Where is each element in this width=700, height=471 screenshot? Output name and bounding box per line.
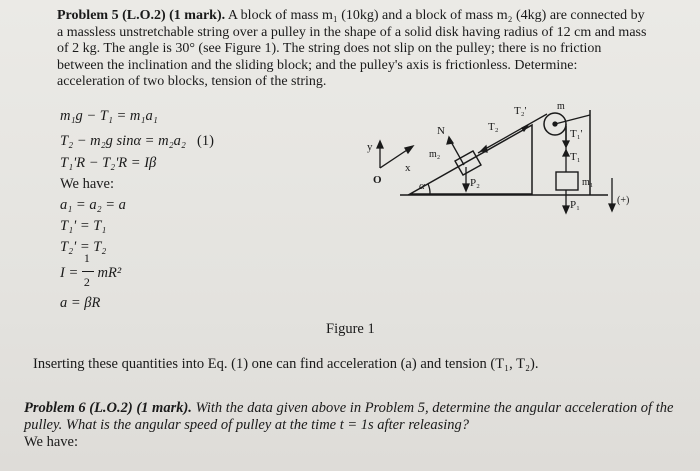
- label-m1: m₁: [582, 177, 594, 188]
- normal-arrowhead: [447, 137, 453, 144]
- t1-arrowhead: [563, 150, 569, 156]
- equation-5: a₁ = a₂ = a: [60, 197, 126, 213]
- label-pulley-m: m: [557, 101, 565, 112]
- equation-7: T₂' = T₂: [60, 239, 107, 255]
- figure-caption: Figure 1: [326, 321, 375, 337]
- label-origin: O: [373, 174, 382, 186]
- pulley-support: [555, 115, 590, 124]
- problem-6-text: With the data given above in Problem 5, determine the angular acceleration of the pulley. What is the angular speed of pulley at the time t = 1s after releasing?: [24, 400, 674, 433]
- equation-9: a = βR: [60, 295, 101, 311]
- label-t1: T₁: [570, 151, 581, 163]
- problem-6-we-have: We have:: [24, 434, 78, 450]
- problem-6-heading: Problem 6 (L.O.2) (1 mark).: [24, 400, 192, 416]
- label-p1: P₁: [570, 199, 580, 211]
- problem-5-heading: Problem 5 (L.O.2) (1 mark).: [57, 8, 226, 23]
- string-incline: [478, 114, 547, 153]
- equation-8-lhs: I =: [60, 265, 79, 281]
- equation-number: (1): [197, 133, 214, 149]
- t1p-arrowhead: [563, 141, 569, 147]
- label-t2: T₂: [488, 121, 499, 133]
- inserting-sentence: Inserting these quantities into Eq. (1) one can find acceleration (a) and tension (T₁, T₂).: [33, 356, 539, 372]
- label-normal: N: [437, 125, 445, 137]
- we-have-label: We have:: [60, 176, 114, 192]
- label-t2p: T₂': [514, 105, 527, 117]
- equation-6: T₁' = T₁: [60, 218, 107, 234]
- problem-5-text: A block of mass m₁ (10kg) and a block of mass m₂ (4kg) are connected by a massless unstretchable string over a pulley in the shape of a solid disk having radius of 12 cm and mass of 2 kg. The angle is 30° (see Figure 1). The string does not slip on the pulley; there is no friction between the inclination and the sliding block; and the pulley's axis is frictionless. Determine: acceleration of two blocks, tension of the string.: [57, 8, 647, 90]
- p2-arrowhead: [463, 184, 469, 191]
- label-y: y: [367, 141, 373, 153]
- equation-3: T₁'R − T₂'R = Iβ: [60, 155, 157, 171]
- angle-arc: [428, 184, 430, 194]
- positive-arrowhead: [609, 204, 615, 211]
- label-alpha: α: [419, 180, 425, 192]
- problem-6-paragraph: [24, 400, 674, 434]
- label-positive: (+): [617, 195, 630, 206]
- fraction-numerator: 1: [83, 251, 90, 265]
- label-x: x: [405, 162, 411, 174]
- block-m1: [556, 172, 578, 190]
- fraction-denominator: 2: [83, 275, 90, 289]
- label-m2: m₂: [429, 149, 441, 160]
- y-axis-arrow: [377, 141, 383, 148]
- t2-arrowhead: [481, 146, 487, 152]
- equation-8-rhs: mR²: [97, 265, 122, 281]
- equation-2: T₂ − m₂g sinα = m₂a₂: [60, 133, 186, 149]
- label-p2: P₂: [470, 177, 480, 189]
- p1-arrowhead: [563, 206, 569, 213]
- x-axis-arrow: [405, 146, 413, 153]
- equation-1: m₁g − T₁ = m₁a₁: [60, 108, 158, 124]
- label-t1p: T₁': [570, 128, 583, 140]
